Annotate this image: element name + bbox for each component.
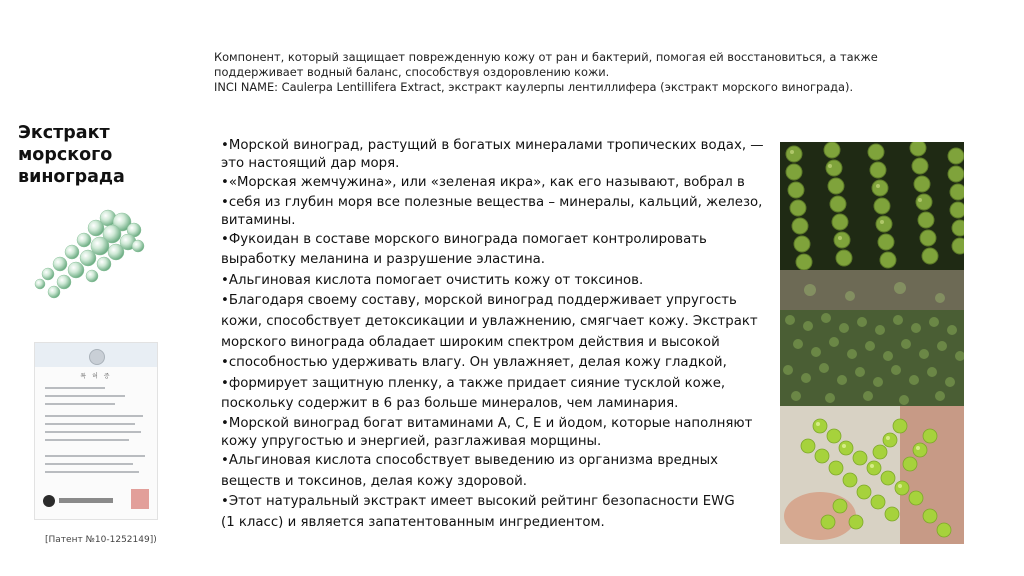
certificate-title: 특 허 증: [80, 373, 112, 380]
body-line: (1 класс) и является запатентованным ингредиентом.: [221, 514, 605, 530]
body-line: •способностью удерживать влагу. Он увлажняет, делая кожу гладкой,: [221, 355, 727, 371]
certificate-text-line: [45, 471, 139, 473]
body-line: кожи, способствует детоксикации и увлажнению, смягчает кожу. Экстракт: [221, 313, 758, 329]
red-stamp: [131, 489, 149, 509]
body-line: •Альгиновая кислота способствует выведению из организма вредных: [221, 452, 719, 468]
sea-grape-illustration: [24, 204, 156, 304]
body-line: •Альгиновая кислота помогает очистить кожу от токсинов.: [221, 272, 644, 288]
issuer-name: [59, 498, 113, 503]
sea-grape-hand-photo: [780, 406, 964, 544]
body-line: поскольку содержит в 6 раз больше минералов, чем ламинария.: [221, 396, 679, 412]
intro-paragraph: [214, 50, 914, 95]
intro-line: Компонент, который защищает поврежденную кожу от ран и бактерий, помогая ей восстановиться, а также: [214, 50, 878, 64]
page-title: [18, 122, 198, 188]
certificate-text-line: [45, 387, 105, 389]
body-line: витамины.: [221, 212, 296, 228]
body-line: •формирует защитную пленку, а также придает сияние тусклой коже,: [221, 375, 726, 391]
certificate-text-line: [45, 423, 135, 425]
certificate-text-line: [45, 431, 141, 433]
patent-certificate-image: [34, 342, 158, 520]
government-logo-icon: [43, 495, 55, 507]
description-body: [221, 137, 781, 533]
patent-caption: [Патент №10-1252149]): [45, 535, 157, 545]
sea-grape-closeup-photo: [780, 142, 964, 270]
body-line: веществ и токсинов, делая кожу здоровой.: [221, 473, 527, 489]
certificate-text-line: [45, 415, 143, 417]
certificate-text-line: [45, 463, 133, 465]
body-line: •Морской виноград богат витаминами A, C, E и йодом, которые наполняют: [221, 415, 753, 431]
body-line: •«Морская жемчужина», или «зеленая икра», как его называют, вобрал в: [221, 175, 745, 190]
title-line: морского: [18, 145, 113, 165]
body-line: кожу упругостью и энергией, разглаживая морщины.: [221, 433, 602, 449]
title-line: Экстракт: [18, 123, 110, 143]
certificate-text-line: [45, 439, 129, 441]
certificate-text-line: [45, 455, 145, 457]
sea-grape-field-photo: [780, 270, 964, 406]
body-line: •Этот натуральный экстракт имеет высокий рейтинг безопасности EWG: [221, 494, 735, 510]
certificate-text-line: [45, 395, 125, 397]
emblem-icon: [89, 349, 105, 365]
body-line: •Морской виноград, растущий в богатых минералами тропических водах, —: [221, 138, 764, 153]
body-line: морского винограда обладает широким спектром действия и высокой: [221, 334, 720, 350]
body-line: выработку меланина и разрушение эластина.: [221, 252, 546, 268]
body-line: •себя из глубин моря все полезные вещества – минералы, кальций, железо,: [221, 194, 763, 210]
intro-line: INCI NAME: Caulerpa Lentillifera Extract, экстракт каулерпы лентиллифера (экстракт морского винограда).: [214, 80, 854, 94]
body-line: •Фукоидан в составе морского винограда помогает контролировать: [221, 231, 707, 247]
intro-line: поддерживает водный баланс, способствуя оздоровлению кожи.: [214, 65, 610, 79]
body-line: •Благодаря своему составу, морской виноград поддерживает упругость: [221, 293, 737, 309]
certificate-text-line: [45, 403, 115, 405]
title-line: винограда: [18, 167, 125, 187]
body-line: это настоящий дар моря.: [221, 156, 400, 171]
